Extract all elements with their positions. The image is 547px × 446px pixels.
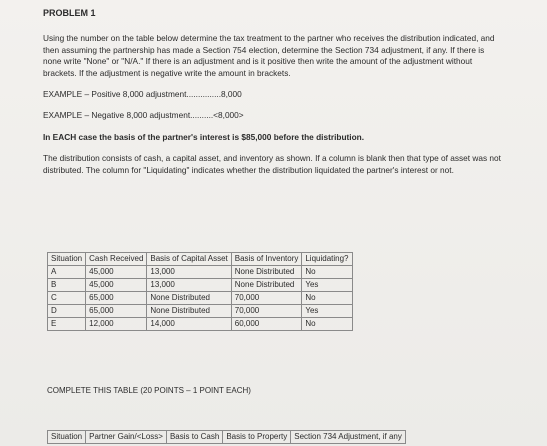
answer-col-partner-gain-loss: Partner Gain/<Loss> (86, 431, 167, 444)
table-cell: 13,000 (147, 266, 231, 279)
answer-col-basis-to-cash: Basis to Cash (166, 431, 222, 444)
table-cell: 45,000 (86, 266, 147, 279)
table-cell: None Distributed (147, 292, 231, 305)
example-negative: EXAMPLE – Negative 8,000 adjustment..........<8,000> (43, 110, 244, 121)
table-cell: None Distributed (231, 266, 302, 279)
answer-table (47, 430, 406, 444)
table-cell: None Distributed (231, 279, 302, 292)
table-row (48, 318, 353, 331)
instructions-paragraph: Using the number on the table below determine the tax treatment to the partner who receives the distribution indicated, and then assuming the partnership has made a Section 754 election, determine the Section 734 adjustment, if any. If there is none write "None" or "N/A." If there is an adjustment and is it positive then write the amount of the adjustment without brackets. If the adjustment is negative write the amount in brackets. (43, 33, 495, 78)
table-cell: Yes (302, 305, 352, 318)
col-header-liquidating: Liquidating? (302, 253, 352, 266)
answer-col-situation: Situation (48, 431, 86, 444)
table-cell: 70,000 (231, 292, 302, 305)
table-cell: No (302, 318, 352, 331)
table-cell: C (48, 292, 86, 305)
table-cell: No (302, 292, 352, 305)
answer-col-basis-to-property: Basis to Property (223, 431, 291, 444)
table-cell: No (302, 266, 352, 279)
distribution-note: The distribution consists of cash, a capital asset, and inventory as shown. If a column is blank then that type of asset was not distributed. The column for "Liquidating" indicates whether the distribution liquidated the partner's interest or not. (43, 153, 501, 175)
table-cell: None Distributed (147, 305, 231, 318)
col-header-basis-inventory: Basis of Inventory (231, 253, 302, 266)
table-cell: Yes (302, 279, 352, 292)
table-cell: 70,000 (231, 305, 302, 318)
table-cell: 60,000 (231, 318, 302, 331)
table-row (48, 266, 353, 279)
table-cell: 45,000 (86, 279, 147, 292)
table-cell: 65,000 (86, 305, 147, 318)
table-cell: 13,000 (147, 279, 231, 292)
problem-title: PROBLEM 1 (43, 8, 96, 18)
answer-table-header-row (48, 431, 406, 444)
complete-table-label: COMPLETE THIS TABLE (20 POINTS – 1 POINT EACH) (47, 386, 251, 395)
table-row (48, 292, 353, 305)
table-cell: 12,000 (86, 318, 147, 331)
col-header-basis-capital-asset: Basis of Capital Asset (147, 253, 231, 266)
problem-text (43, 6, 503, 176)
table-cell: 14,000 (147, 318, 231, 331)
table-cell: E (48, 318, 86, 331)
answer-col-section-734-adjustment: Section 734 Adjustment, if any (291, 431, 406, 444)
table-row (48, 305, 353, 318)
basis-note: In EACH case the basis of the partner's interest is $85,000 before the distribution. (43, 131, 365, 142)
example-positive: EXAMPLE – Positive 8,000 adjustment...............8,000 (43, 89, 242, 100)
col-header-cash-received: Cash Received (86, 253, 147, 266)
table-row (48, 279, 353, 292)
table-cell: B (48, 279, 86, 292)
col-header-situation: Situation (48, 253, 86, 266)
table-cell: D (48, 305, 86, 318)
distribution-table-header-row (48, 253, 353, 266)
table-cell: 65,000 (86, 292, 147, 305)
table-cell: A (48, 266, 86, 279)
distribution-table (47, 252, 353, 331)
